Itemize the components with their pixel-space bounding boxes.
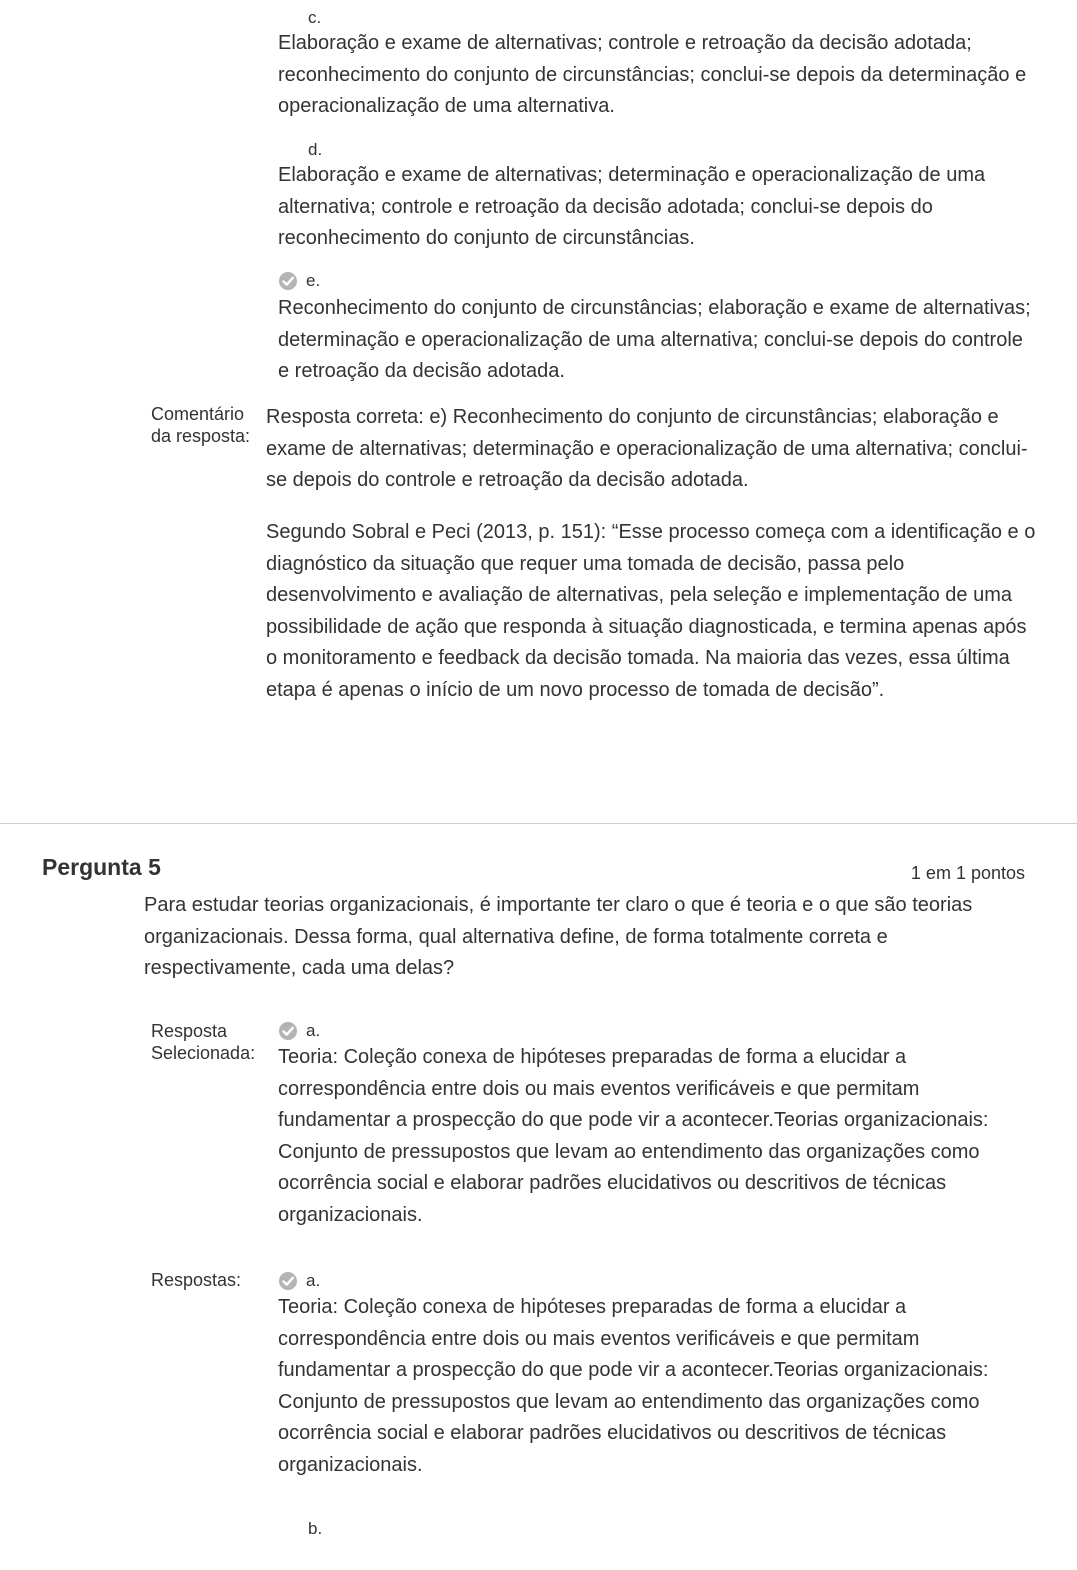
question-divider — [0, 823, 1077, 824]
correct-option-marker — [278, 271, 321, 293]
option-letter: a. — [306, 1271, 321, 1290]
option-text: Elaboração e exame de alternativas; controle e retroação da decisão adotada; reconhecimento do conjunto de circunstâncias; conclui-se depois da determinação e operacionalização de uma alternativa. — [278, 32, 1027, 117]
option-letter: d. — [308, 140, 323, 159]
option-letter: c. — [308, 8, 322, 27]
check-circle-icon — [278, 271, 298, 291]
check-circle-icon — [278, 1021, 298, 1041]
option-text: Elaboração e exame de alternativas; determinação e operacionalização de uma alternativa; controle e retroação da decisão adotada; conclui-se depois do reconhecimento do conjunto de circunstâncias. — [278, 164, 986, 249]
comment-label: Comentário da resposta: — [151, 404, 251, 446]
correct-option-marker — [278, 1271, 321, 1293]
option-letter: e. — [306, 271, 321, 290]
selected-answer-text: Teoria: Coleção conexa de hipóteses preparadas de forma a elucidar a correspondência entre dois ou mais eventos verificáveis e que permitam fundamentar a prospecção do que pode vir a acontecer.Teorias organizacionais: Conjunto de pressupostos que levam ao entendimento das organizações como ocorrência social e elaborar padrões elucidativos ou descritivos de técnicas organizacionais. — [278, 1046, 989, 1226]
option-text: Reconhecimento do conjunto de circunstâncias; elaboração e exame de alternativas; determinação e operacionalização de uma alternativa; conclui-se depois do controle e retroação da decisão adotada. — [278, 297, 1031, 382]
answer-text: Teoria: Coleção conexa de hipóteses preparadas de forma a elucidar a correspondência entre dois ou mais eventos verificáveis e que permitam fundamentar a prospecção do que pode vir a acontecer.Teorias organizacionais: Conjunto de pressupostos que levam ao entendimento das organizações como ocorrência social e elaborar padrões elucidativos ou descritivos de técnicas organizacionais. — [278, 1296, 989, 1476]
check-circle-icon — [278, 1271, 298, 1291]
question-prompt: Para estudar teorias organizacionais, é importante ter claro o que é teoria e o que são teorias organizacionais. Dessa forma, qual alternativa define, de forma totalmente correta e respectivamente, cada uma delas? — [144, 894, 973, 979]
answers-label: Respostas: — [151, 1270, 242, 1290]
selected-answer-label: Resposta Selecionada: — [151, 1021, 256, 1063]
question-title: Pergunta 5 — [42, 854, 161, 880]
comment-answer: Resposta correta: e) Reconhecimento do conjunto de circunstâncias; elaboração e exame de alternativas; determinação e operacionalização de uma alternativa; conclui-se depois do controle e retroação da decisão adotada. — [266, 406, 1028, 491]
selected-option-marker — [278, 1021, 321, 1043]
question-points: 1 em 1 pontos — [910, 863, 1025, 883]
option-letter: b. — [308, 1519, 323, 1538]
option-letter: a. — [306, 1021, 321, 1040]
comment-explanation: Segundo Sobral e Peci (2013, p. 151): “Esse processo começa com a identificação e o diagnóstico da situação que requer uma tomada de decisão, passa pelo desenvolvimento e avaliação de alternativas, pela seleção e implementação de uma possibilidade de ação que responda à situação diagnosticada, e termina apenas após o monitoramento e feedback da decisão tomada. Na maioria das vezes, essa última etapa é apenas o início de um novo processo de tomada de decisão”. — [266, 521, 1036, 701]
